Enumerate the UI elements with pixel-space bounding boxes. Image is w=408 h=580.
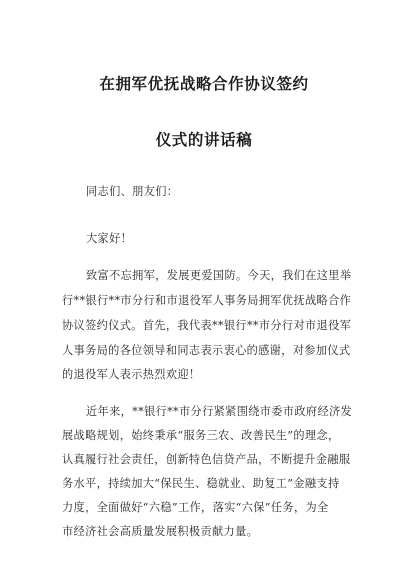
- paragraph-line: 市经济社会高质量发展积极贡献力量。: [62, 525, 259, 538]
- greeting: 大家好！: [86, 232, 133, 245]
- salutation: 同志们、朋友们：: [86, 185, 179, 198]
- paragraph-line: 致富不忘拥军，发展更爱国防。今天，我们在这里举: [86, 269, 352, 282]
- paragraph-line: 近年来，**银行**市分行紧紧围绕市委市政府经济发: [86, 405, 353, 418]
- paragraph-line: 展战略规划，始终秉承“服务三农、改善民生”的理念，: [62, 429, 340, 442]
- paragraph-line: 人事务局的各位领导和同志表示衷心的感谢，对参加仪式: [62, 344, 351, 357]
- document-title-line-1: 在拥军优抚战略合作协议签约: [99, 75, 309, 93]
- paragraph-line: 的退役军人表示热烈欢迎！: [62, 368, 201, 381]
- paragraph-line: 认真履行社会责任，创新特色信贷产品，不断提升金融服: [62, 453, 351, 466]
- paragraph-line: 力度，全面做好“六稳”工作，落实“六保”任务，为全: [62, 501, 329, 514]
- paragraph-line: 协议签约仪式。首先，我代表**银行**市分行对市退役军: [62, 319, 352, 332]
- paragraph-line: 行**银行**市分行和市退役军人事务局拥军优抚战略合作: [62, 294, 352, 307]
- paragraph-line: 务水平，持续加大“保民生、稳就业、助复工”金融支持: [62, 477, 340, 490]
- document-title-line-2: 仪式的讲话稿: [155, 131, 253, 149]
